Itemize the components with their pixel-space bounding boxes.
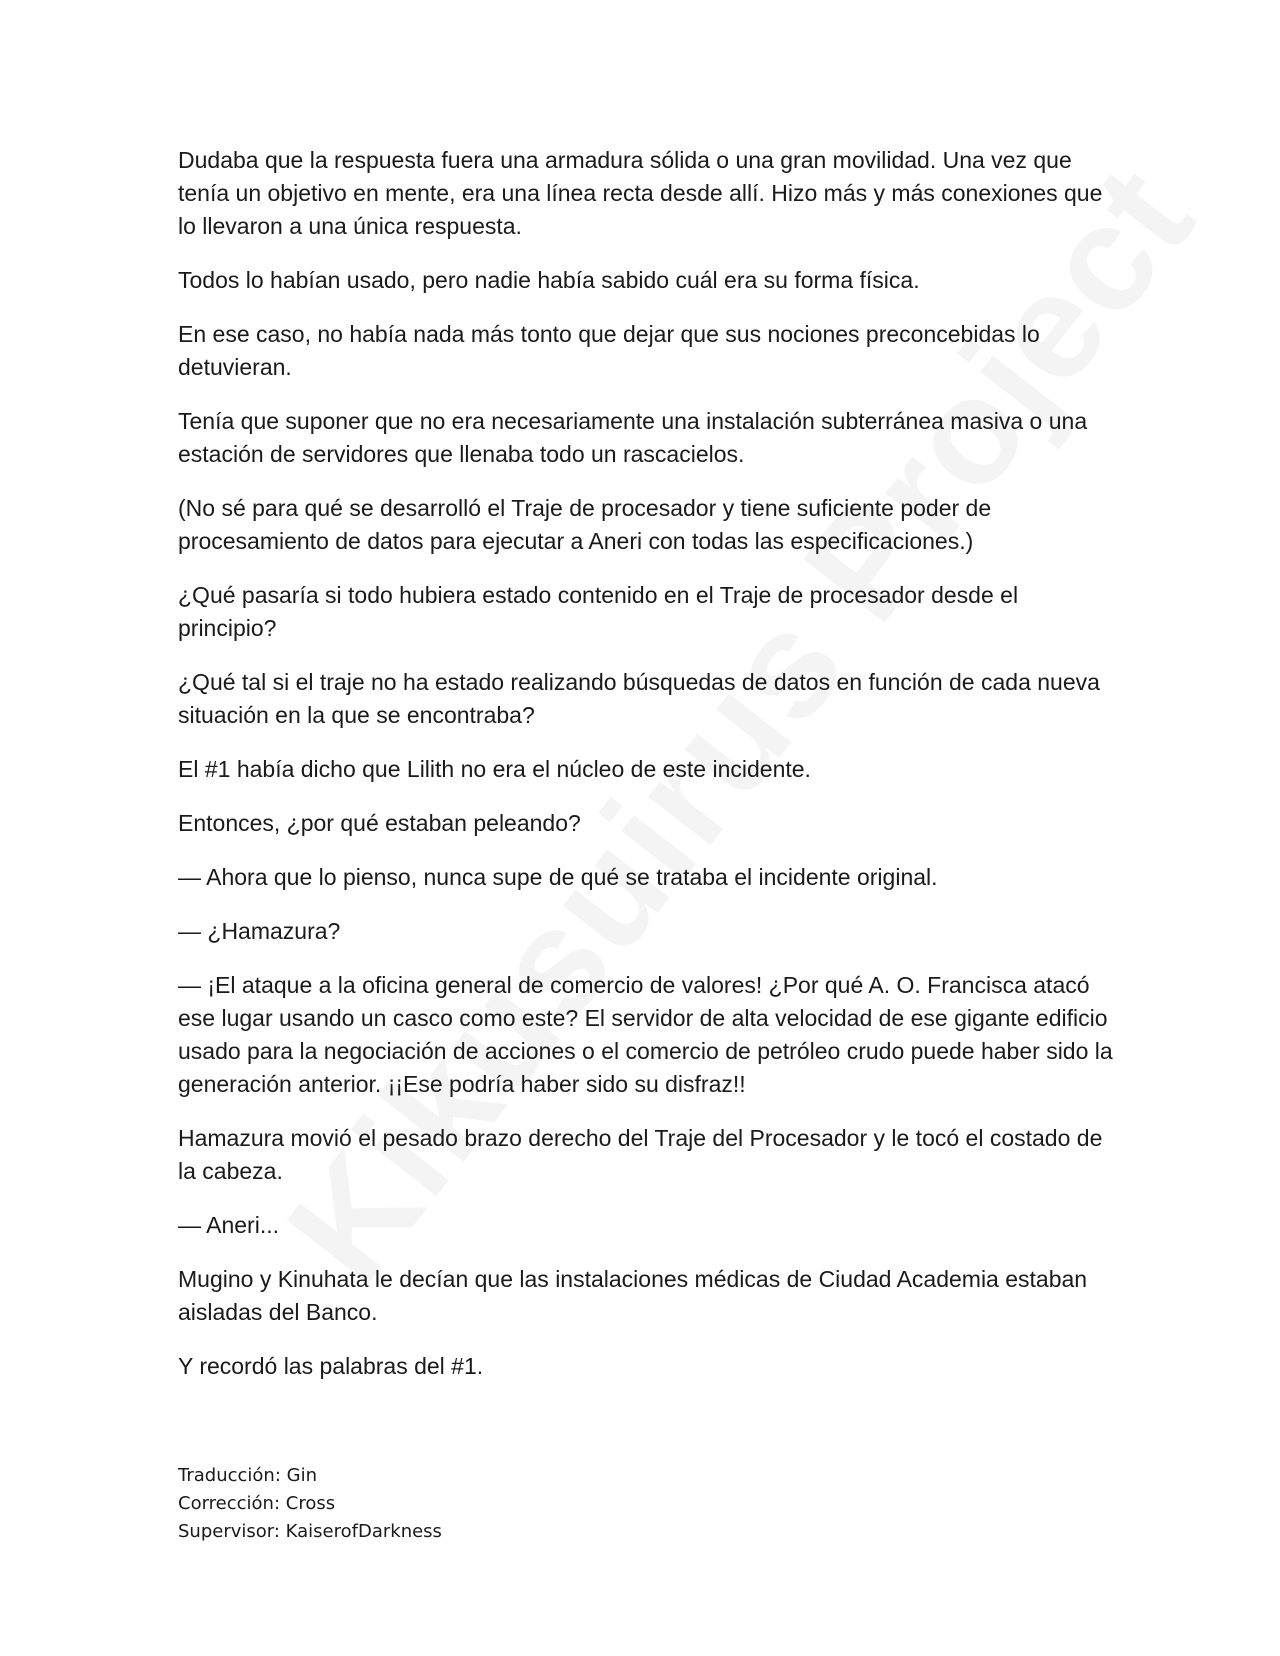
paragraph: — Ahora que lo pienso, nunca supe de qué se trataba el incidente original. xyxy=(178,864,938,890)
credits xyxy=(178,1462,442,1546)
paragraph: ¿Qué tal si el traje no ha estado realizando búsquedas de datos en función de cada nueva situación en la que se encontraba? xyxy=(178,669,1100,728)
credit-correction: Corrección: Cross xyxy=(178,1493,336,1514)
credit-supervisor: Supervisor: KaiserofDarkness xyxy=(178,1521,442,1542)
paragraph: En ese caso, no había nada más tonto que dejar que sus nociones preconcebidas lo detuvieran. xyxy=(178,321,1040,380)
credit-translation: Traducción: Gin xyxy=(178,1465,317,1486)
paragraph: Tenía que suponer que no era necesariamente una instalación subterránea masiva o una estación de servidores que llenaba todo un rascacielos. xyxy=(178,408,1088,467)
paragraph: Dudaba que la respuesta fuera una armadura sólida o una gran movilidad. Una vez que tenía un objetivo en mente, era una línea recta desde allí. Hizo más y más conexiones que lo llevaron a una única respuesta. xyxy=(178,147,1103,239)
paragraph: El #1 había dicho que Lilith no era el núcleo de este incidente. xyxy=(178,756,811,782)
body-text xyxy=(178,144,1118,1404)
paragraph: ¿Qué pasaría si todo hubiera estado contenido en el Traje de procesador desde el principio? xyxy=(178,582,1019,641)
paragraph: (No sé para qué se desarrolló el Traje de procesador y tiene suficiente poder de procesamiento de datos para ejecutar a Aneri con todas las especificaciones.) xyxy=(178,495,992,554)
paragraph: Y recordó las palabras del #1. xyxy=(178,1353,484,1379)
paragraph: Entonces, ¿por qué estaban peleando? xyxy=(178,810,581,836)
paragraph: Hamazura movió el pesado brazo derecho del Traje del Procesador y le tocó el costado de la cabeza. xyxy=(178,1125,1103,1184)
paragraph: Todos lo habían usado, pero nadie había sabido cuál era su forma física. xyxy=(178,267,920,293)
paragraph: — ¿Hamazura? xyxy=(178,918,341,944)
paragraph: — ¡El ataque a la oficina general de comercio de valores! ¿Por qué A. O. Francisca atacó ese lugar usando un casco como este? El servidor de alta velocidad de ese gigante edificio usado para la negociación de acciones o el comercio de petróleo crudo puede haber sido la generación anterior. ¡¡Ese podría haber sido su disfraz!! xyxy=(178,972,1113,1097)
paragraph: Mugino y Kinuhata le decían que las instalaciones médicas de Ciudad Academia estaban aisladas del Banco. xyxy=(178,1266,1088,1325)
paragraph: — Aneri... xyxy=(178,1212,279,1238)
